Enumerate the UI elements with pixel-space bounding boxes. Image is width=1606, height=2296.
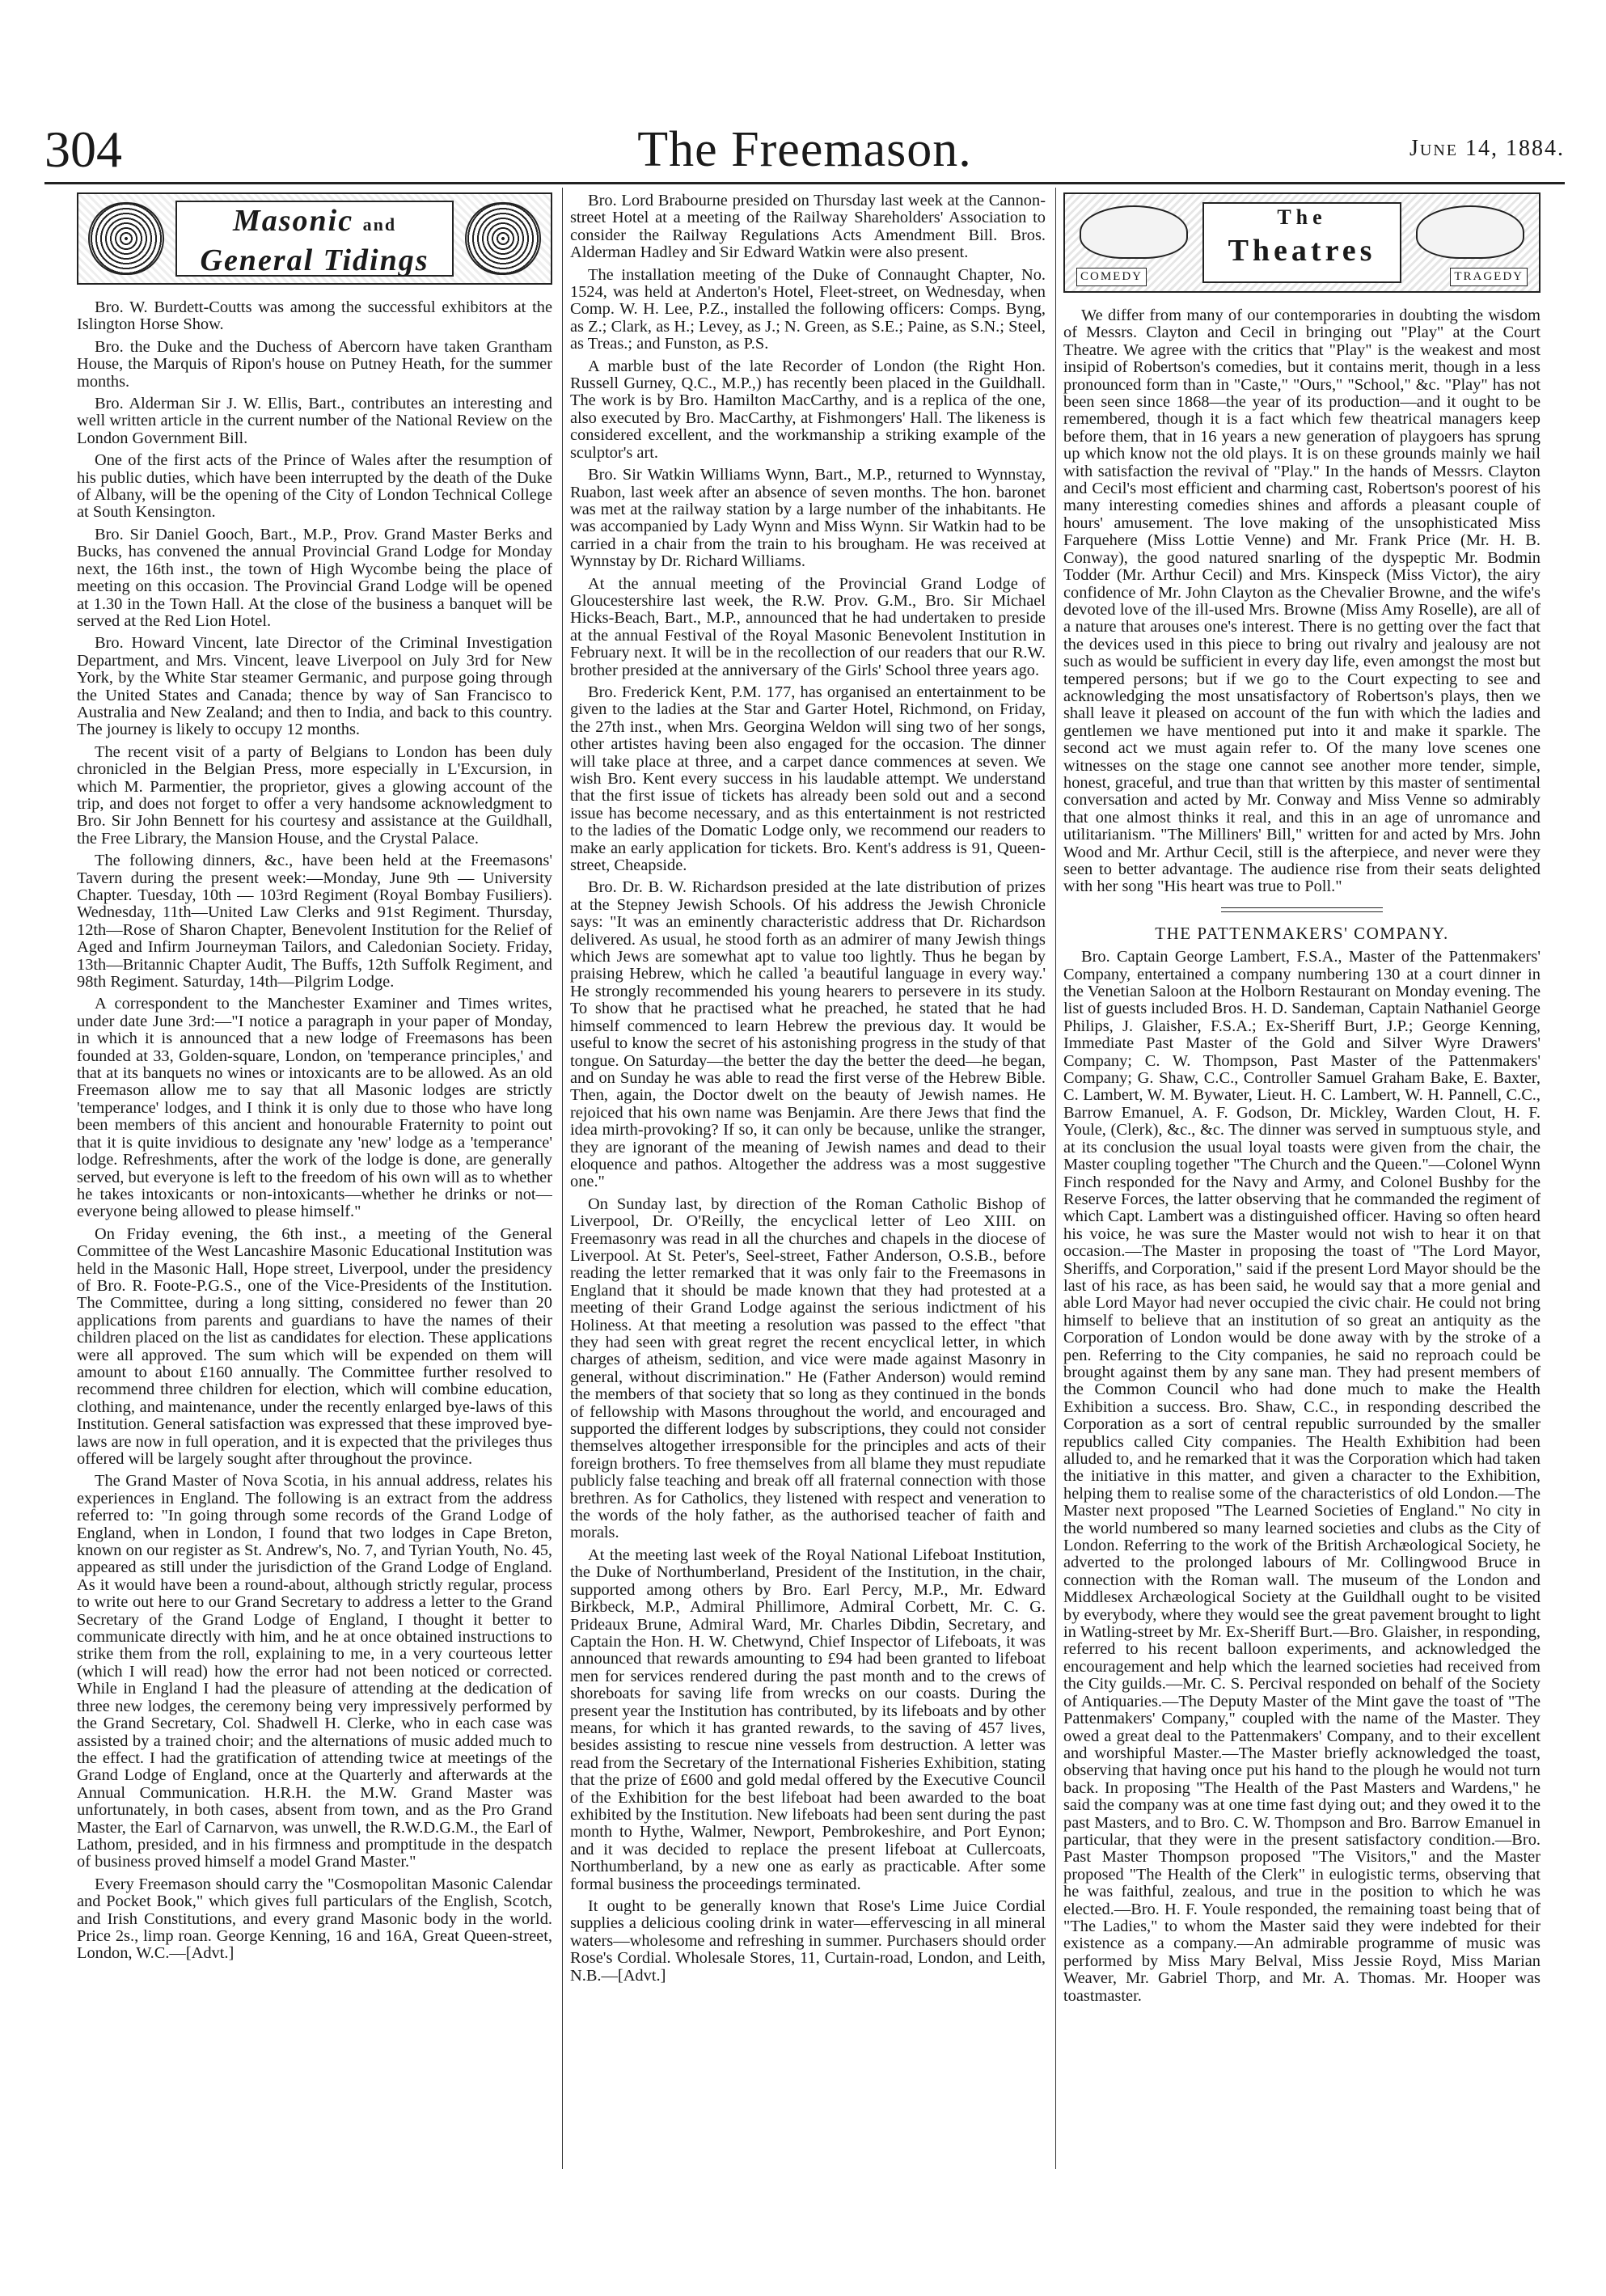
banner-theatres: Theatres (1228, 234, 1376, 268)
article-paragraph: On Friday evening, the 6th inst., a meeting of the General Committee of the West Lancashire Masonic Educational Institution was held in the Masonic Hall, Hope street, Liverpool, under the presidency of Bro. R. Foote-P.G.S., one of the Vice-Presidents of the Institution. The Committee, during a long sitting, considered no fewer than 20 applications from parents and guardians to have the names of their children placed on the list as candidates for election. These applications were all approved. The sum which will be expended on them will amount to about £160 annually. The Committee further resolved to recommend three children for election, which will combine education, clothing, and maintenance, under the recently enlarged bye-laws of this Institution. General satisfaction was expressed that these improved bye-laws are now in full operation, and it is expected that the privileges thus offered will be largely sought after throughout the province. (77, 1224, 552, 1468)
article-paragraph: Bro. Sir Daniel Gooch, Bart., M.P., Prov. Grand Master Berks and Bucks, has convened the annual Provincial Grand Lodge for Monday next, the 16th inst., the town of High Wycombe being the place of meeting on this occasion. The Provincial Grand Lodge will be opened at 1.30 in the Town Hall. At the close of the business a banquet will be served at the Red Lion Hotel. (77, 525, 552, 630)
article-paragraph: The recent visit of a party of Belgians to London has been duly chronicled in the Belgian Press, more especially in L'Excursion, in which M. Parmentier, the proprietor, gives a glowing account of the trip, and does not forget to offer a very handsome acknowledgment to Bro. Sir John Bennett for his courtesy and assistance at the Guildhall, the Free Library, the Mansion House, and the Crystal Palace. (77, 742, 552, 848)
banner-general-tidings: General Tidings (200, 243, 429, 277)
article-paragraph: Bro. Frederick Kent, P.M. 177, has organised an entertainment to be given to the ladies at the Star and Garter Hotel, Richmond, on Friday, the 27th inst., when Mrs. Georgina Weldon will sing two of her songs, other artistes having been also engaged for the occasion. The dinner will take place at three, and a carpet dance commences at seven. We wish Bro. Kent every success in his laudable attempt. We understand that the first issue of tickets has already been sold out and a second issue has become necessary, and as this entertainment is not restricted to the ladies of the Domatic Lodge only, we recommend our readers to make an early application for tickets. Bro. Kent's address is 91, Queen-street, Cheapside. (570, 683, 1046, 875)
article-paragraph: The installation meeting of the Duke of Connaught Chapter, No. 1524, was held at Anderton's Hotel, Fleet-street, on Wednesday, when Comp. W. H. Lee, P.Z., installed the following officers: Comps. Byng, as Z.; Clark, as H.; Levey, as J.; N. Green, as S.E.; Paine, as S.N.; Steel, as Treas.; and Funston, as P.S. (570, 265, 1046, 353)
article-paragraph: Bro. the Duke and the Duchess of Abercorn have taken Grantham House, the Marquis of Ripon's house on Putney Heath, for the summer months. (77, 337, 552, 391)
masonic-tidings-banner (77, 192, 552, 285)
article-paragraph: A correspondent to the Manchester Examiner and Times writes, under date June 3rd:—"I notice a paragraph in your paper of Monday, in which it is announced that a new lodge of Freemasons has been founded at 33, Golden-square, London, on 'temperance principles,' and that at its banquets no wines or intoxicants are to be allowed. As an old Freemason allow me to say that all Masonic lodges are strictly 'temperance' lodges, and I think it is only due to those who have long been members of this ancient and honourable Fraternity to point out that it is quite invidious to designate any 'new' lodge as a 'temperance' lodge. Refreshments, after the work of the lodge is done, are generally served, but everyone is left to the freedom of his own will as to whether he takes intoxicants or non-intoxicants—whether he drinks or not—everyone being allowed to please himself." (77, 995, 552, 1221)
article-paragraph: Bro. Howard Vincent, late Director of the Criminal Investigation Department, and Mrs. Vincent, leave Liverpool on July 3rd for New York, by the White Star steamer Germanic, and purpose going through the United States and Canada; thence by way of San Francisco to Australia and New Zealand; and then to India, and back to this country. The journey is likely to occupy 12 months. (77, 634, 552, 739)
banner-masonic: Masonic (232, 204, 354, 238)
article-paragraph: At the meeting last week of the Royal National Lifeboat Institution, the Duke of Northumberland, President of the Institution, in the chair, supported among others by Bro. Earl Percy, M.P., Mr. Edward Birkbeck, M.P., Admiral Phillimore, Admiral Corbett, Mr. C. G. Prideaux Brune, Admiral Ward, Mr. Charles Dibdin, Secretary, and Captain the Hon. H. W. Chetwynd, Chief Inspector of Lifeboats, it was announced that rewards amounting to £94 had been granted to lifeboat men for services rendered during the past month and to the crews of shoreboats for saving life from wrecks on our coasts. During the present year the Institution has contributed, by its lifeboats and by other means, for which it has granted rewards, to the saving of 457 lives, besides assisting to rescue nine vessels from destruction. A letter was read from the Secretary of the International Fisheries Exhibition, stating that the prize of £600 and gold medal offered by the Executive Council of the Exhibition for the best lifeboat had been awarded to the boat exhibited by the Institution. New lifeboats had been sent during the past month to Hythe, Walmer, Newport, Pembrokeshire, and Port Eynon; and it was decided to replace the present lifeboat at Cullercoats, Northumberland, by a new one as early as practicable. After some formal business the proceedings terminated. (570, 1545, 1046, 1893)
page-header (44, 121, 1565, 178)
column-3 (1063, 192, 1540, 2150)
article-paragraph: Bro. Sir Watkin Williams Wynn, Bart., M.P., returned to Wynnstay, Ruabon, last week after an absence of seven months. The hon. baronet was met at the railway station by a large number of the inhabitants. He was accompanied by Lady Wynn and Miss Wynn. Sir Watkin had to be carried in a chair from the train to his brougham. He was received at Wynnstay by Dr. Richard Williams. (570, 466, 1046, 571)
banner-the: The (1277, 205, 1327, 229)
tragedy-tag: TRAGEDY (1450, 268, 1528, 286)
article-paragraph: Bro. W. Burdett-Coutts was among the successful exhibitors at the Islington Horse Show. (77, 298, 552, 334)
theatres-banner (1063, 192, 1540, 293)
section-divider (1221, 907, 1383, 912)
ornament-icon (88, 202, 164, 275)
publication-title: The Freemason. (637, 122, 972, 177)
article-paragraph: At the annual meeting of the Provincial Grand Lodge of Gloucestershire last week, the R.W. Prov. G.M., Bro. Sir Michael Hicks-Beach, Bart., M.P., announced that he had undertaken to preside at the annual Festival of the Royal Masonic Benevolent Institution in February next. It will be in the recollection of our readers that our R.W. brother presided at the anniversary of the Girls' School three years ago. (570, 574, 1046, 679)
column-1 (77, 192, 552, 2150)
article-paragraph: Bro. Lord Brabourne presided on Thursday last week at the Cannon-street Hotel at a meeting of the Railway Shareholders' Association to consider the Railway Regulations Acts Amendment Bill. Bros. Alderman Hadley and Sir Edward Watkin were also present. (570, 192, 1046, 262)
section-title: THE PATTENMAKERS' COMPANY. (1155, 923, 1449, 943)
column-divider (1055, 188, 1056, 2169)
article-paragraph: The following dinners, &c., have been held at the Freemasons' Tavern during the present week:—Monday, June 9th — University Chapter. Tuesday, 10th — 103rd Regiment (Royal Bombay Fusiliers). Wednesday, 11th—United Law Clerks and 91st Regiment. Thursday, 12th—Rose of Sharon Chapter, Benevolent Institution for the Relief of Aged and Infirm Journeyman Tailors, and Caledonian Society. Friday, 13th—Britannic Chapter Audit, The Buffs, 12th Suffolk Regiment, and 98th Regiment. Saturday, 14th—Pilgrim Lodge. (77, 852, 552, 992)
column-2 (570, 192, 1046, 2150)
advertisement-paragraph: It ought to be generally known that Rose's Lime Juice Cordial supplies a delicious cooling drink in water—effervescing in all mineral waters—wholesome and refreshing in summer. Purchasers should order Rose's Cordial. Wholesale Stores, 11, Curtain-road, London, and Leith, N.B.—[Advt.] (570, 1897, 1046, 1985)
article-paragraph: The Grand Master of Nova Scotia, in his annual address, relates his experiences in England. The following is an extract from the address referred to: "In going through some records of the Grand Lodge of England, when in London, I found that two lodges in Cape Breton, known on our register as St. Andrew's, No. 7, and Tyrian Youth, No. 45, appeared as still under the jurisdiction of the Grand Lodge of England. As it would have been a round-about, although strictly regular, process to write out here to our Grand Secretary to address a letter to the Grand Secretary of the Grand Lodge of England, I thought it better to communicate directly with him, and he at once obtained instructions to strike them from the roll, explaining to me, in a very courteous letter (which I will read) how the error had not been noticed or corrected. While in England I had the pleasure of attending at the dedication of three new lodges, the ceremony being very impressively performed by the Grand Secretary, Col. Shadwell H. Clerke, who in each case was assisted by a trained choir; and the alternations of music added much to the effect. I had the gratification of attending twice at meetings of the Grand Lodge of England, once at the Quarterly and afterwards at the Annual Communication. H.R.H. the M.W. Grand Master was unfortunately, in both cases, absent from town, and as the Pro Grand Master, the Earl of Carnarvon, was unwell, the R.W.D.G.M., the Earl of Lathom, presided, and in his firmness and promptitude in the despatch of business proved himself a model Grand Master." (77, 1472, 552, 1871)
theatre-review-paragraph: We differ from many of our contemporaries in doubting the wisdom of Messrs. Clayton and Cecil in bringing out "Play" at the Court Theatre. We agree with the critics that "Play" is the weakest and most insipid of Robertson's comedies, but it contains merit, though in a less pronounced form than in "Caste," "Ours," "School," &c. "Play" has not been seen since 1868—the year of its production—and it ought to be remembered, though it is a fact which few theatrical managers keep before them, that in 16 years a new generation of playgoers has sprung up which know not the old plays. It is on these grounds mainly we hail with satisfaction the revival of "Play." In the hands of Messrs. Clayton and Cecil's most efficient and charming cast, Robertson's poorest of his many interesting comedies shines and affords a pleasant couple of hours' amusement. The love making of the unsophisticated Miss Farquehere (Miss Lottie Venne) and Mr. Frank Price (Mr. H. B. Conway), the good natured snarling of the dyspeptic Mr. Bodmin Todder (Mr. Arthur Cecil) and Mrs. Kinspeck (Miss Victor), the airy confidence of Mr. John Clayton as the Chevalier Browne, and the wife's devoted love of the ill-used Mrs. Browne (Miss Amy Roselle), are all of a nature that arouses one's interest. There is no getting over the fact that the devices used in this piece to bring out rivalry and jealousy are not such as would be sufficient in every day life, even amongst the most but tempered persons; but if we go to the Court expecting to see and acknowledging the most unsatisfactory of Robertson's plays, then we shall leave it pleased on account of the fun with which the ladies and gentlemen we have mentioned put into it and make it sparkle. The second act we must again refer to. Of the many love scenes one witnesses on the stage one cannot see another more tender, simple, honest, graceful, and true than that written by this master of sentimental conversation and acted by Mr. Conway and Miss Venne so admirably that one almost thinks it real, and this in an age of unromance and utilitarianism. "The Milliners' Bill," written for and acted by Mrs. John Wood and Mr. Arthur Cecil, still is the afterpiece, and never were they seen to better advantage. The audience rise from their seats delighted with her song "His heart was true to Poll." (1063, 307, 1540, 896)
article-paragraph: Bro. Alderman Sir J. W. Ellis, Bart., contributes an interesting and well written article in the current number of the National Review on the London Government Bill. (77, 395, 552, 447)
article-paragraph: Bro. Captain George Lambert, F.S.A., Master of the Pattenmakers' Company, entertained a company numbering 130 at a court dinner in the Venetian Saloon at the Holborn Restaurant on Monday evening. The list of guests included Bros. H. D. Sandeman, Captain Nathaniel George Philips, J. Glaisher, F.S.A.; Ex-Sheriff Burt, J.P.; George Kenning, Immediate Past Master of the Gold and Silver Wyre Drawers' Company; C. W. Thompson, Past Master of the Pattenmakers' Company; G. Shaw, C.C., Controller Samuel Graham Bake, E. Baxter, C. Lambert, W. M. Bywater, Lieut. H. C. Lambert, W. H. Pannell, C.C., Barrow Emanuel, A. F. Godson, Dr. Mickley, Warden Clout, H. F. Youle, (Clerk), &c., &c. The dinner was served in sumptuous style, and at its conclusion the usual loyal toasts were given from the chair, the Master coupling together "The Church and the Queen."—Colonel Wynn Finch responded for the Navy and Army, and Colonel Bushby for the Reserve Forces, the latter observing that he commanded the regiment of which Capt. Lambert was a distinguished officer. Having so often heard his voice, he was sure the Master would not wish to hear it on that occasion.—The Master in proposing the toast of "The Lord Mayor, Sheriffs, and Corporation," said if the present Lord Mayor should be the last of his race, as has been said, he would say that a more genial and able Lord Mayor had never occupied the civic chair. He could not bring himself to believe that an institution of so great an antiquity as the Corporation of London would be done away with by the stroke of a pen. Referring to the City companies, he said no reproach could be brought against them by any sane man. They had present members of the Common Council who had done much to make the Health Exhibition a success. Bro. Shaw, C.C., in responding described the Corporation as a sort of central republic surrounded by the smaller republics called City companies. The Health Exhibition had been alluded to, and he remarked that it was the Corporation which had taken the initiative in this matter, and given a character to the Exhibition, helping them to realise some of the characteristics of old London.—The Master next proposed "The Learned Societies of England." No city in the world numbered so many learned societies and clubs as the City of London. Referring to the work of the British Archæological Society, he adverted to the prolonged labours of Mr. Collingwood Bruce in connection with the Roman wall. The museum of the London and Middlesex Archæological Society at the Guildhall ought to be visited by everybody, where they would see the great pavement brought to light in Watling-street by Mr. Ex-Sheriff Burt.—Bro. Glaisher, in responding, referred to his recent balloon experiments, and acknowledged the encouragement and help which the learned societies had received from the City guilds.—Mr. C. S. Percival responded on behalf of the Society of Antiquaries.—The Deputy Master of the Mint gave the toast of "The Pattenmakers' Company," coupled with the name of the Master. They owed a great deal to the Pattenmakers' Company, and to their excellent and worshipful Master.—The Master briefly acknowledged the toast, observing that having once put his hand to the plough he would not turn back. In proposing "The Health of the Past Masters and Wardens," he said the company was at one time fast dying out; and they owed it to the past Masters, and to Bro. C. W. Thompson and Bro. Barrow Emanuel in particular, that they were in the present satisfactory condition.—Bro. Past Master Thompson proposed "The Visitors," and the Master proposed "The Health of the Clerk" in eulogistic terms, observing that he was faithful, zealous, and true in the position to which he was elected.—Bro. H. F. Youle responded, the remaining toast being that of "The Ladies," to whom the Master said they were indebted for their existence as a company.—An admirable programme of music was performed by Miss Mary Belval, Miss Jessie Royd, Miss Marian Weaver, Mr. Gabriel Thorp, and Mr. A. Thomas. Mr. Hooper was toastmaster. (1063, 948, 1540, 2005)
issue-date: June 14, 1884. (1409, 136, 1565, 161)
article-paragraph: One of the first acts of the Prince of Wales after the resumption of his public duties, which have been interrupted by the death of the Duke of Albany, will be the opening of the City of London Technical College at South Kensington. (77, 451, 552, 522)
column-divider (562, 188, 563, 2169)
article-paragraph: A marble bust of the late Recorder of London (the Right Hon. Russell Gurney, Q.C., M.P.,) has recently been placed in the Guildhall. The work is by Bro. Hamilton MacCarthy, and is a replica of the one, also executed by Bro. MacCarthy, at Fishmongers' Hall. The likeness is considered excellent, and the workmanship a striking example of the sculptor's art. (570, 357, 1046, 462)
banner-and: and (362, 214, 397, 235)
comedy-tag: COMEDY (1076, 268, 1147, 286)
article-paragraph: On Sunday last, by direction of the Roman Catholic Bishop of Liverpool, Dr. O'Reilly, the encyclical letter of Leo XIII. on Freemasonry was read in all the churches and chapels in the diocese of Liverpool. At St. Peter's, Seel-street, Father Anderson, O.S.B., before reading the letter remarked that it was only fair to the Freemasons in England that it should be made known that they had protested at a meeting of their Grand Lodge against the serious indictment of his Holiness. At that meeting a resolution was passed to the effect "that they had seen with great regret the recent encyclical letter, in which charges of atheism, sedition, and vice were made against Masonry in general, without discrimination." He (Father Anderson) would remind the members of that society that so long as they continued in the bonds of fellowship with Masons throughout the world, and encouraged and supported the different lodges by subscriptions, they could not consider themselves altogether irresponsible for the principles and acts of their foreign brothers. To free themselves from all blame they must repudiate publicly false teaching and break off all fraternal connection with those brethren. As for Catholics, they listened with respect and veneration to the words of the holy father, as the authorised teacher of faith and morals. (570, 1195, 1046, 1542)
advertisement-paragraph: Every Freemason should carry the "Cosmopolitan Masonic Calendar and Pocket Book," which gives full particulars of the English, Scotch, and Irish Constitutions, and every grand Masonic body in the world. Price 2s., limp roan. George Kenning, 16 and 16A, Great Queen-street, London, W.C.—[Advt.] (77, 1875, 552, 1963)
article-paragraph: Bro. Dr. B. W. Richardson presided at the late distribution of prizes at the Stepney Jewish Schools. Of his address the Jewish Chronicle says: "It was an eminently characteristic address that Dr. Richardson delivered. As usual, he stood forth as an admirer of many Jewish things which Jews are somewhat apt to value too lightly. Thus he began by praising Hebrew, which he called 'a beautiful language in every way.' He strongly recommended his young hearers to persevere in its study. To show that he practised what he preached, he stated that he had himself commenced to learn Hebrew the previous day. It would be useful to know the secret of his astonishing progress in the study of that tongue. On Saturday—the better the day the better the deed—he began, and on Sunday he was able to read the first verse of the Hebrew Bible. Then, again, the Doctor dwelt on the beauty of Jewish names. He rejoiced that his own name was Benjamin. Are there Jews that find the idea mirth-provoking? If so, it can only be because, unlike the stranger, they are ignorant of the meaning of Jewish names and dead to their eloquence and pathos. Altogether the address was a most suggestive one." (570, 878, 1046, 1191)
comedy-mask-icon (1080, 205, 1188, 259)
header-rule (44, 182, 1565, 184)
ornament-icon (465, 202, 541, 275)
tragedy-mask-icon (1416, 205, 1524, 259)
page-number: 304 (44, 121, 122, 178)
